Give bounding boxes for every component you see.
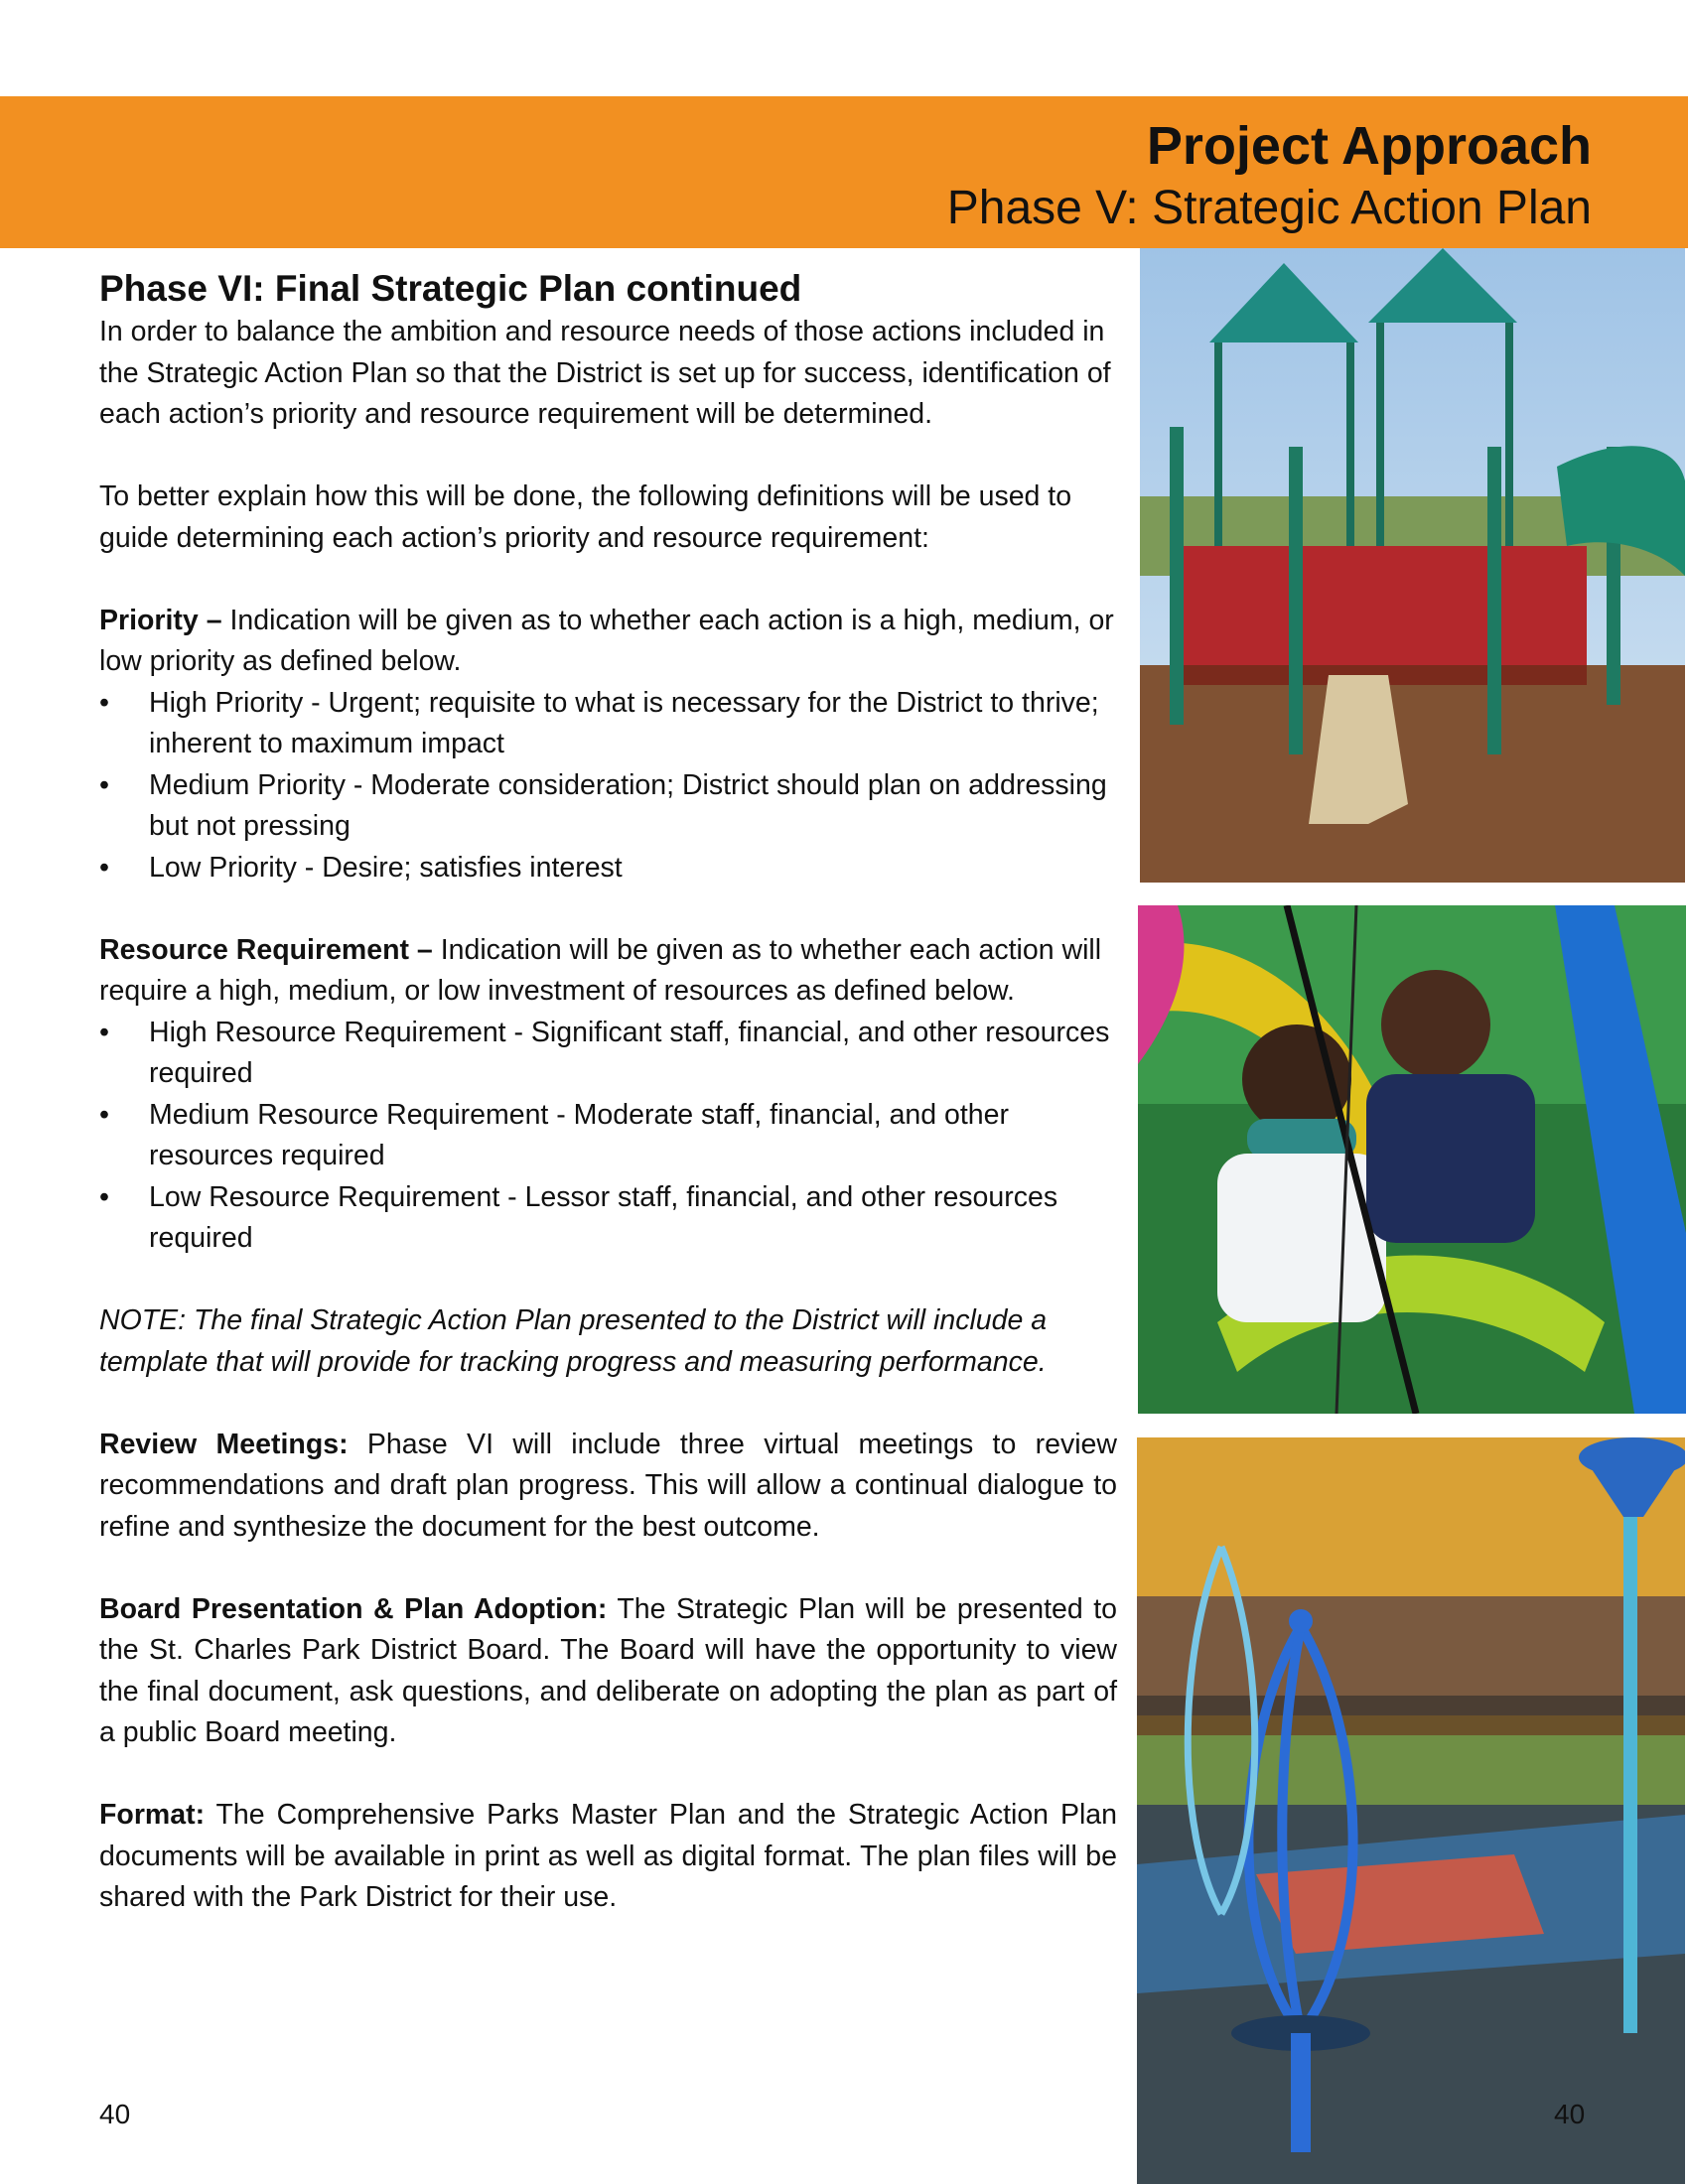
- children-swinging-photo: [1138, 905, 1686, 1414]
- page-subtitle: Phase V: Strategic Action Plan: [946, 182, 1592, 234]
- resource-text: Indication will be given as to whether each action will require a high, medium, or low investment of resources as defined below.: [99, 933, 1102, 1007]
- resource-label: Resource Requirement –: [99, 933, 433, 966]
- resource-definition: [99, 930, 1117, 1013]
- page-number-left: 40: [99, 2099, 131, 2129]
- intro-paragraph: In order to balance the ambition and resource needs of those actions included in the Strategic Action Plan so that the District is set up for success, identification of each action’s priority and resource requirement will be determined.: [99, 316, 1111, 430]
- section-heading: Phase VI: Final Strategic Plan continued: [99, 268, 802, 309]
- format-paragraph: [99, 1795, 1117, 1919]
- review-text: Phase VI will include three virtual meetings to review recommendations and draft plan progress. This will allow a continual dialogue to refine and synthesize the document for the best outcome.: [99, 1428, 1117, 1543]
- priority-definition: [99, 601, 1117, 683]
- explain-paragraph: To better explain how this will be done, the following definitions will be used to guide determining each action’s priority and resource requirement:: [99, 480, 1072, 554]
- page-number-right: 40: [1554, 2099, 1586, 2129]
- playground-structure-photo: [1140, 248, 1685, 883]
- priority-label: Priority –: [99, 604, 222, 636]
- format-text: The Comprehensive Parks Master Plan and the Strategic Action Plan documents will be available in print as well as digital format. The plan files will be shared with the Park District for their use.: [99, 1799, 1117, 1913]
- format-label: Format:: [99, 1799, 206, 1831]
- resource-list: [99, 1013, 1117, 1260]
- board-label: Board Presentation & Plan Adoption:: [99, 1592, 608, 1625]
- list-item: • High Resource Requirement - Significant staff, financial, and other resources required: [99, 1013, 1117, 1095]
- main-content: [99, 266, 1117, 1919]
- list-item: • Low Resource Requirement - Lessor staff, financial, and other resources required: [99, 1177, 1117, 1260]
- list-item: • Medium Priority - Moderate consideration; District should plan on addressing but not pressing: [99, 765, 1117, 848]
- board-text: The Strategic Plan will be presented to the St. Charles Park District Board. The Board will have the opportunity to view the final document, ask questions, and deliberate on adopting the plan as part of a public Board meeting.: [99, 1592, 1117, 1748]
- priority-text: Indication will be given as to whether each action is a high, medium, or low priority as defined below.: [99, 604, 1114, 677]
- review-paragraph: [99, 1425, 1117, 1549]
- list-item: • Low Priority - Desire; satisfies interest: [99, 848, 1117, 889]
- review-label: Review Meetings:: [99, 1428, 349, 1460]
- priority-list: [99, 683, 1117, 889]
- list-item: • High Priority - Urgent; requisite to what is necessary for the District to thrive; inherent to maximum impact: [99, 683, 1117, 765]
- note-paragraph: NOTE: The final Strategic Action Plan presented to the District will include a template that will provide for tracking progress and measuring performance.: [99, 1304, 1048, 1378]
- spinner-equipment-photo: [1137, 1437, 1685, 2184]
- page-title: Project Approach: [1146, 116, 1592, 176]
- board-paragraph: [99, 1589, 1117, 1754]
- list-item: • Medium Resource Requirement - Moderate staff, financial, and other resources required: [99, 1095, 1117, 1177]
